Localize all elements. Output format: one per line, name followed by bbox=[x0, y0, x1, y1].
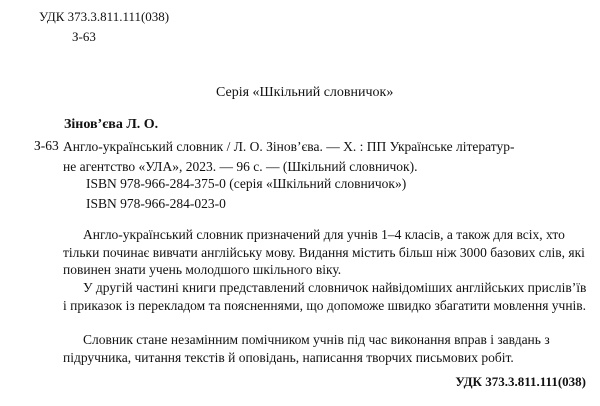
author-mark: З-63 bbox=[34, 138, 59, 153]
annotation-paragraph-1: Англо-український словник призначений для учнів 1–4 класів, а також для всіх, хто тільки починає вивчати англійську мову. Видання містить більш ніж 3000 базових слів, які повинен знати учень молодшого шкільного віку. bbox=[63, 227, 585, 277]
author-heading: Зінов’єва Л. О. bbox=[64, 117, 159, 132]
bibliographic-line-2: не агентство «УЛА», 2023. — 96 с. — (Шкільний словничок). bbox=[63, 158, 418, 174]
udk-code-bottom: УДК 373.3.811.111(038) bbox=[455, 374, 586, 389]
isbn-book: ISBN 978-966-284-023-0 bbox=[86, 195, 226, 211]
series-title: Серія «Шкільний словничок» bbox=[216, 85, 394, 100]
udk-code-top: УДК 373.3.811.111(038) bbox=[39, 9, 170, 24]
bibliographic-line-1: Англо-український словник / Л. О. Зінов’єва. — Х. : ПП Українське літератур- bbox=[63, 139, 515, 154]
author-mark-top: З-63 bbox=[72, 29, 96, 44]
isbn-series: ISBN 978-966-284-375-0 (серія «Шкільний словничок») bbox=[86, 176, 407, 191]
annotation-paragraph-2: У другій частині книги представлений словничок найвідоміших англійських прислів’їв і приказок із перекладом та поясненнями, що допоможе швидко збагатити мовлення учнів. bbox=[63, 280, 587, 313]
bibliographic-description bbox=[63, 137, 588, 176]
annotation-paragraph-3: Словник стане незамінним помічником учнів під час виконання вправ і завдань з підручника, читання текстів й оповідань, написання творчих письмових робіт. bbox=[63, 332, 550, 365]
isbn-block bbox=[86, 174, 406, 213]
